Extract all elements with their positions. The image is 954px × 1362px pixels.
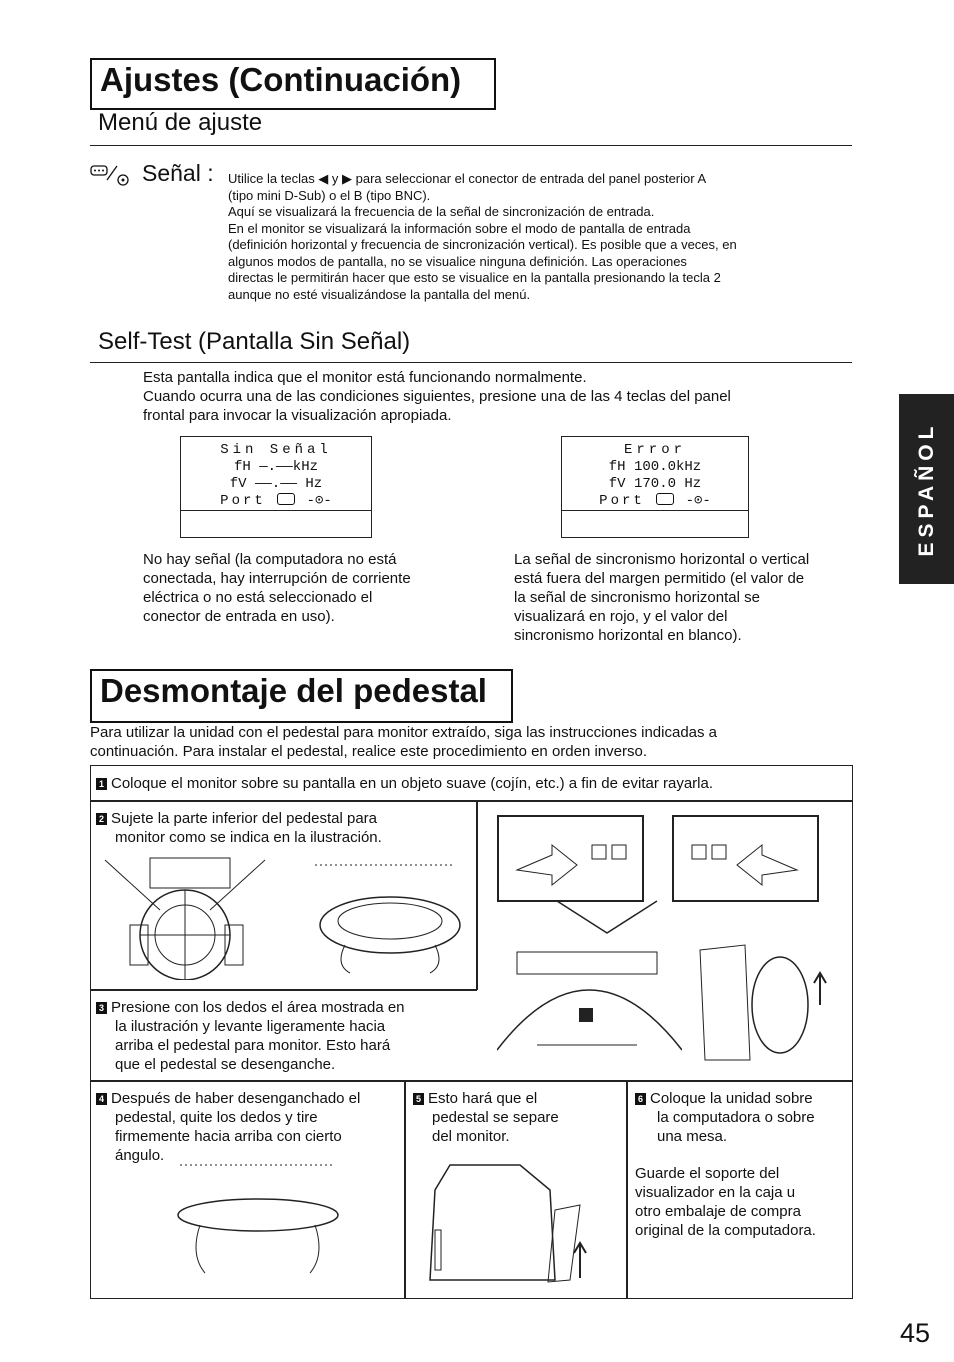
intro-line: Para utilizar la unidad con el pedestal para monitor extraído, siga las instrucciones indicadas a	[90, 724, 718, 741]
connector-icon	[656, 493, 674, 505]
page-number: 45	[900, 1318, 931, 1348]
desc-line: visualizará en rojo, y el valor del	[514, 608, 728, 625]
box-line: fH —.——kHz	[233, 459, 318, 475]
step-note: otro embalaje de compra	[635, 1203, 801, 1220]
step-note: visualizador en la caja u	[635, 1184, 796, 1201]
step-number: 5	[413, 1093, 424, 1105]
step-text: Después de haber desenganchado el	[111, 1090, 361, 1107]
step-text: Coloque la unidad sobre	[650, 1090, 813, 1107]
step-note: Guarde el soporte del	[635, 1165, 780, 1182]
illustration-stand-separated	[420, 1160, 615, 1290]
box-port-row	[562, 493, 748, 510]
box-line: Port	[599, 493, 645, 509]
box-line: fV 170.0 Hz	[608, 476, 702, 492]
illustration-pull-up	[170, 1155, 345, 1275]
step-note: original de la computadora.	[635, 1222, 816, 1239]
step-text: pedestal se separe	[432, 1109, 559, 1126]
box-line: Port	[220, 493, 266, 509]
divider	[404, 1080, 406, 1299]
senal-line: En el monitor se visualizará la información sobre el modo de pantalla de entrada	[228, 220, 691, 236]
box-port-row	[181, 493, 371, 510]
step-text: del monitor.	[432, 1128, 510, 1145]
senal-line: algunos modos de pantalla, no se visualice ninguna definición. Las operaciones	[228, 253, 687, 269]
screen-box-error	[561, 436, 749, 538]
step-number: 1	[96, 778, 107, 790]
step-2	[96, 809, 466, 847]
step-text: firmemente hacia arriba con cierto	[115, 1128, 342, 1145]
intro-line: Cuando ocurra una de las condiciones siguientes, presione una de las 4 teclas del panel	[143, 388, 731, 405]
bnc-icon: -⊙-	[685, 493, 711, 509]
desc-line: conector de entrada en uso).	[143, 608, 335, 625]
senal-label: Señal :	[142, 160, 214, 186]
step-number: 2	[96, 813, 107, 825]
box-line: Sin Señal	[220, 442, 332, 458]
step-text: Esto hará que el	[428, 1090, 538, 1107]
step-text: que el pedestal se desenganche.	[115, 1056, 336, 1073]
section2-intro	[90, 723, 850, 761]
divider	[90, 145, 852, 146]
desc-left	[143, 550, 483, 626]
selftest-intro	[143, 368, 843, 425]
step-1	[96, 774, 846, 793]
step-text: pedestal, quite los dedos y tire	[115, 1109, 318, 1126]
senal-line: (tipo mini D-Sub) o el B (tipo BNC).	[228, 187, 431, 203]
senal-line: (definición horizontal y frecuencia de sincronización vertical). Es posible que a veces, en	[228, 237, 737, 252]
selftest-heading: Self-Test (Pantalla Sin Señal)	[98, 328, 411, 355]
divider	[90, 362, 852, 363]
illustration-press-tabs	[497, 815, 822, 935]
side-tab-label: ESPAÑOL	[914, 421, 938, 557]
step-3	[96, 998, 476, 1074]
step-text: Sujete la parte inferior del pedestal para	[111, 810, 378, 827]
desc-line: La señal de sincronismo horizontal o vertical	[514, 551, 810, 568]
section-title-ajustes: Ajustes (Continuación)	[90, 58, 496, 110]
intro-line: frontal para invocar la visualización apropiada.	[143, 407, 452, 424]
intro-line: Esta pantalla indica que el monitor está funcionando normalmente.	[143, 369, 587, 386]
step-4	[96, 1089, 401, 1165]
desc-line: No hay señal (la computadora no está	[143, 551, 397, 568]
step-text: Presione con los dedos el área mostrada en	[111, 999, 405, 1016]
divider	[90, 1080, 853, 1082]
divider	[90, 989, 477, 991]
step-text: ángulo.	[115, 1147, 165, 1164]
bnc-icon: -⊙-	[306, 493, 332, 509]
desc-line: conectada, hay interrupción de corriente	[143, 570, 411, 587]
desc-right	[514, 550, 884, 645]
screen-box-sin-senal	[180, 436, 372, 538]
divider	[476, 800, 478, 990]
side-tab-espanol	[899, 394, 954, 584]
step-text: una mesa.	[657, 1128, 728, 1145]
senal-line: Aquí se visualizará la frecuencia de la señal de sincronización de entrada.	[228, 204, 655, 219]
divider	[90, 800, 853, 802]
senal-text	[228, 171, 868, 303]
signal-icon	[90, 162, 132, 188]
desc-line: la señal de sincronismo horizontal se	[514, 589, 760, 606]
step-number: 6	[635, 1093, 646, 1105]
illustration-hands-holding-stand	[100, 850, 270, 980]
box-line: fH 100.0kHz	[608, 459, 702, 475]
box-line: fV ——.—— Hz	[229, 476, 323, 492]
desc-line: sincronismo horizontal en blanco).	[514, 627, 742, 644]
illustration-stand-underside	[305, 855, 465, 975]
step-5	[413, 1089, 623, 1146]
step-text: arriba el pedestal para monitor. Esto hará	[115, 1037, 391, 1054]
illustration-lift-stand	[695, 935, 840, 1065]
box-line: Error	[623, 442, 686, 458]
section-title-desmontaje: Desmontaje del pedestal	[90, 669, 513, 723]
divider	[626, 1080, 628, 1299]
senal-line: Utilice la teclas ◀ y ▶ para seleccionar el conector de entrada del panel posterior A	[228, 171, 707, 186]
step-text: la computadora o sobre	[657, 1109, 815, 1126]
desc-line: eléctrica o no está seleccionado el	[143, 589, 373, 606]
senal-line: aunque no esté visualizándose la pantalla del menú.	[228, 286, 531, 302]
step-number: 4	[96, 1093, 107, 1105]
connector-icon	[277, 493, 295, 505]
intro-line: continuación. Para instalar el pedestal, realice este procedimiento en orden inverso.	[90, 743, 647, 760]
illustration-stand-bottom	[497, 950, 682, 1070]
step-number: 3	[96, 1002, 107, 1014]
senal-line: directas le permitirán hacer que esto se visualice en la pantalla presionando la tecla 2	[228, 270, 721, 285]
step-text: monitor como se indica en la ilustración.	[115, 829, 382, 846]
step-text: Coloque el monitor sobre su pantalla en un objeto suave (cojín, etc.) a fin de evitar rayarla.	[111, 775, 714, 792]
step-text: la ilustración y levante ligeramente hacia	[115, 1018, 386, 1035]
desc-line: está fuera del margen permitido (el valor de	[514, 570, 805, 587]
subtitle-menu-ajuste: Menú de ajuste	[98, 109, 263, 136]
step-6	[635, 1089, 850, 1240]
